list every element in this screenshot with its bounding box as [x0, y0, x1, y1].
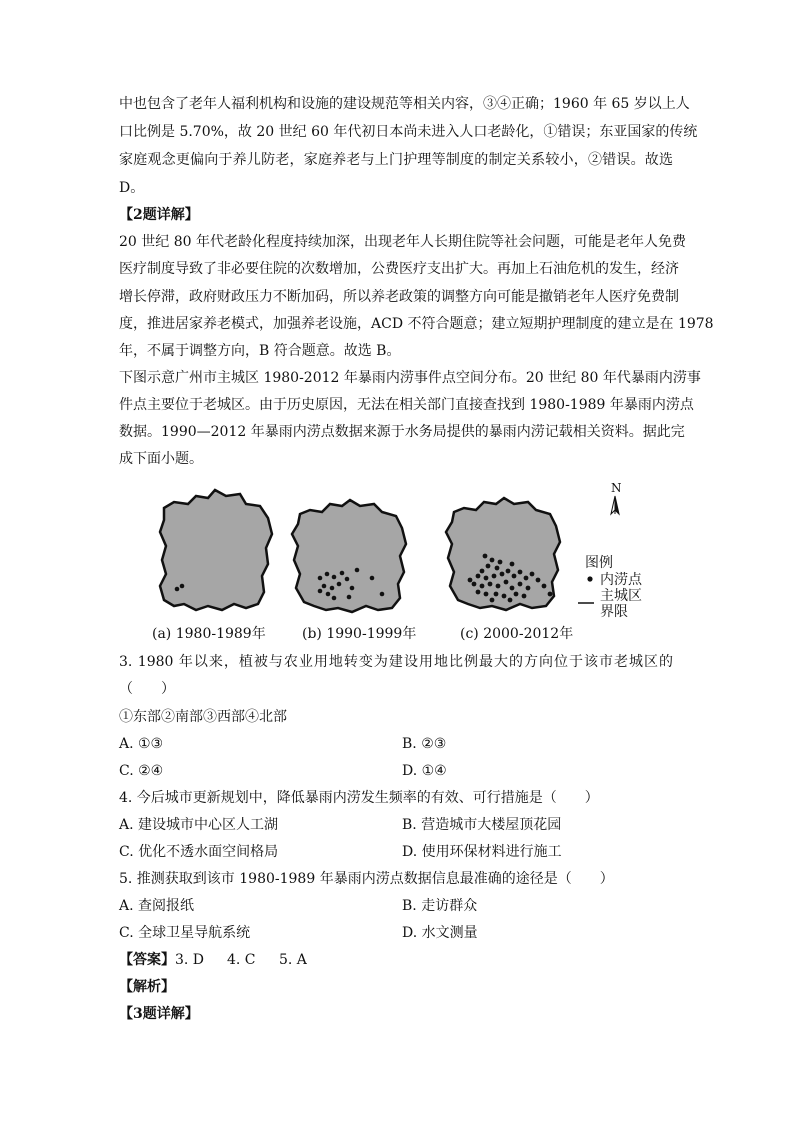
waterlogging-map-figure [152, 476, 672, 646]
question-3-items: ①东部②南部③西部④北部 [119, 709, 287, 725]
q4-option-a: A. 建设城市中心区人工湖 [119, 817, 279, 833]
q4-option-b: B. 营造城市大楼屋顶花园 [402, 817, 562, 833]
legend-boundary-label-2: 界限 [600, 604, 628, 620]
section-heading-q3: 【3题详解】 [119, 1006, 199, 1022]
text-line: 度，推进居家养老模式，加强养老设施，ACD 不符合题意；建立短期护理制度的建立是在 1978 [119, 316, 714, 332]
text-line: 年，不属于调整方向，B 符合题意。故选 B。 [119, 343, 401, 359]
map-panel-c [446, 498, 573, 642]
q5-option-d: D. 水文测量 [402, 925, 478, 941]
text-line: 口比例是 5.70%，故 20 世纪 60 年代初日本尚未进入人口老龄化，①错误；东亚国家的传统 [119, 124, 698, 140]
text-line: 中也包含了老年人福利机构和设施的建设规范等相关内容，③④正确；1960 年 65 岁以上人 [119, 96, 690, 112]
text-line: 医疗制度导致了非必要住院的次数增加，公费医疗支出扩大。再加上石油危机的发生，经济 [119, 261, 679, 277]
q4-option-d: D. 使用环保材料进行施工 [402, 844, 562, 860]
text-line: 成下面小题。 [119, 451, 203, 467]
legend-title: 图例 [585, 555, 613, 571]
city-boundary-a [160, 490, 272, 610]
north-label: N [611, 481, 622, 495]
question-3-stem: 3. 1980 年以来，植被与农业用地转变为建设用地比例最大的方向位于该市老城区的 [119, 654, 673, 670]
legend-point-symbol [587, 576, 592, 581]
text-line: 家庭观念更偏向于养儿防老，家庭养老与上门护理等制度的制定关系较小，②错误。故选 [119, 152, 673, 168]
q5-option-c: C. 全球卫星导航系统 [119, 925, 251, 941]
q5-option-b: B. 走访群众 [402, 898, 478, 914]
text-line: 下图示意广州市主城区 1980-2012 年暴雨内涝事件点空间分布。20 世纪 80 年代暴雨内涝事 [119, 370, 701, 386]
q3-option-a: A. ①③ [119, 736, 164, 752]
analysis-label: 【解析】 [119, 979, 175, 995]
question-4-stem: 4. 今后城市更新规划中，降低暴雨内涝发生频率的有效、可行措施是（ ） [119, 790, 599, 806]
city-boundary-c [446, 498, 560, 610]
legend-boundary-label-1: 主城区 [600, 588, 642, 604]
north-arrow [611, 481, 622, 514]
q4-option-c: C. 优化不透水面空间格局 [119, 844, 279, 860]
legend [578, 555, 643, 620]
q5-option-a: A. 查阅报纸 [119, 898, 195, 914]
panel-b-caption: (b) 1990-1999年 [302, 626, 417, 642]
map-panel-b [292, 500, 416, 642]
section-heading-q2: 【2题详解】 [119, 207, 199, 223]
q3-option-b: B. ②③ [402, 736, 447, 752]
panel-a-caption: (a) 1980-1989年 [152, 626, 266, 642]
question-3-bracket: （ ） [119, 681, 175, 697]
text-line: 数据。1990—2012 年暴雨内涝点数据来源于水务局提供的暴雨内涝记载相关资料。据此完 [119, 424, 685, 440]
answer-label: 【答案】 [119, 952, 175, 968]
question-5-stem: 5. 推测获取到该市 1980-1989 年暴雨内涝点数据信息最准确的途径是（ ） [119, 871, 614, 887]
answer-3: 3. D [175, 952, 205, 968]
panel-c-caption: (c) 2000-2012年 [460, 626, 574, 642]
text-line: 增长停滞，政府财政压力不断加码，所以养老政策的调整方向可能是撤销老年人医疗免费制 [119, 289, 679, 305]
answer-5: 5. A [279, 952, 307, 968]
text-line: 20 世纪 80 年代老龄化程度持续加深，出现老年人长期住院等社会问题，可能是老年人免费 [119, 234, 686, 250]
q3-option-d: D. ①④ [402, 763, 447, 779]
answer-4: 4. C [227, 952, 256, 968]
q3-option-c: C. ②④ [119, 763, 164, 779]
map-panel-a [152, 490, 272, 642]
text-line: D。 [119, 180, 145, 196]
legend-point-label: 内涝点 [600, 572, 642, 588]
text-line: 件点主要位于老城区。由于历史原因，无法在相关部门直接查找到 1980-1989 年暴雨内涝点 [119, 397, 694, 413]
